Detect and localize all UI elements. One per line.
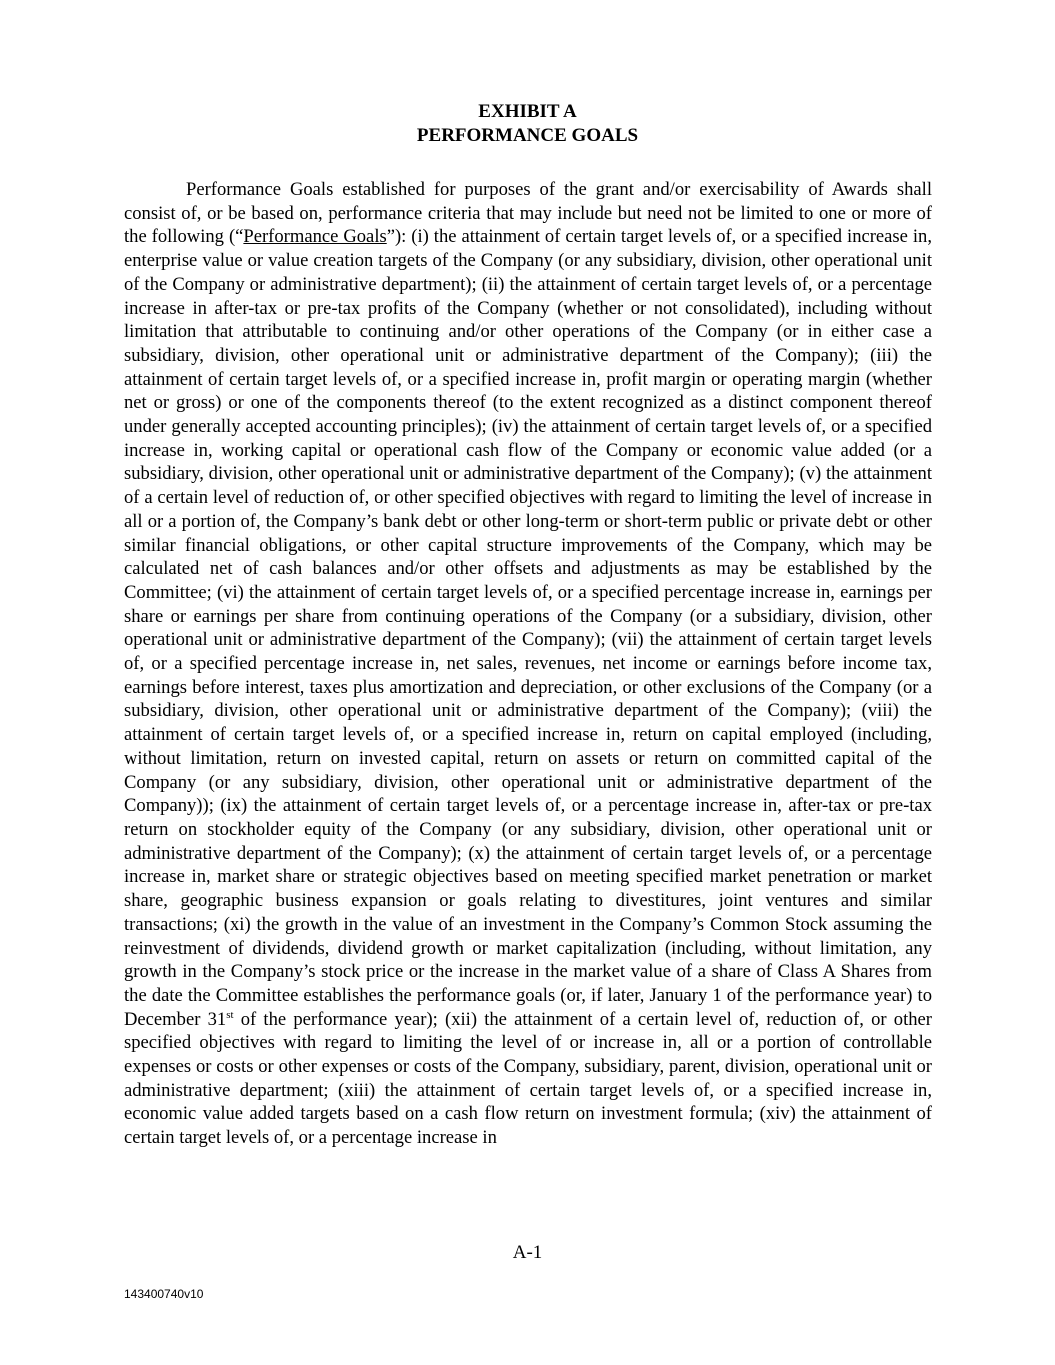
performance-goals-paragraph	[124, 178, 932, 1150]
exhibit-title: EXHIBIT A	[478, 101, 577, 122]
defined-term: Performance Goals	[243, 226, 387, 248]
paragraph-part-2: of the performance year); (xii) the attainment of a certain level of, reduction of, or other specified objectives with regard to limiting the level of or increase in, all or a portion of controllable expenses or costs or other expenses or costs of the Company, subsidiary, parent, division, operational unit or administrative department; (xiii) the attainment of certain target levels of, or a specified increase in, economic value added targets based on a cash flow return on investment formula; (xiv) the attainment of certain target levels of, or a percentage increase in	[124, 1008, 932, 1149]
ordinal-superscript: st	[226, 1008, 234, 1021]
page-number: A-1	[512, 1242, 543, 1263]
paragraph-part-1: ”): (i) the attainment of certain target levels of, or a specified increase in, enterprise value or value creation targets of the Company (or any subsidiary, division, other operational unit of the Company or administrative department); (ii) the attainment of certain target levels of, or a percentage increase in after-tax or pre-tax profits of the Company (whether or not consolidated), including without limitation that attributable to continuing and/or other operations of the Company (or in either case a subsidiary, division, other operational unit or administrative department of the Company); (iii) the attainment of certain target levels of, or a specified increase in, profit margin or operating margin (whether net or gross) or one of the components thereof (to the extent recognized as a distinct component thereof under generally accepted accounting principles); (iv) the attainment of certain target levels of, or a specified increase in, working capital or operational cash flow of the Company or economic value added (or a subsidiary, division, other operational unit or administrative department of the Company); (v) the attainment of a certain level of reduction of, or other specified objectives with regard to limiting the level of increase in all or a portion of, the Company’s bank debt or other long-term or short-term public or private debt or other similar financial obligations, or other capital structure improvements of the Company, which may be calculated net of cash balances and/or other offsets and adjustments as may be established by the Committee; (vi) the attainment of certain target levels of, or a specified percentage increase in, earnings per share or earnings per share from continuing operations of the Company (or a subsidiary, division, other operational unit or administrative department of the Company); (vii) the attainment of certain target levels of, or a specified percentage increase in, net sales, revenues, net income or earnings before income tax, earnings before interest, taxes plus amortization and depreciation, or other exclusions of the Company (or a subsidiary, division, other operational unit or administrative department of the Company); (viii) the attainment of certain target levels of, or a specified increase in, return on capital employed (including, without limitation, return on invested capital, return on assets or return on committed capital of the Company (or any subsidiary, division, other operational unit or administrative department of the Company)); (ix) the attainment of certain target levels of, or a percentage increase in, after-tax or pre-tax return on stockholder equity of the Company (or any subsidiary, division, other operational unit or administrative department of the Company); (x) the attainment of certain target levels of, or a percentage increase in, market share or strategic objectives based on meeting specified market penetration or market share, geographic business expansion or goals relating to divestitures, joint ventures and similar transactions; (xi) the growth in the value of an investment in the Company’s Common Stock assuming the reinvestment of dividends, dividend growth or market capitalization (including, without limitation, any growth in the Company’s stock price or the increase in the market value of a share of Class A Shares from the date the Committee establishes the performance goals (or, if later, January 1 of the performance year) to December 31	[124, 226, 932, 1030]
paragraph-lead-in: Performance Goals established for purposes of the grant and/or exercisability of Awards shall consist of, or be based on, performance criteria that may include but need not be limited to one or more of the following (“	[124, 179, 932, 248]
exhibit-subtitle: PERFORMANCE GOALS	[416, 125, 639, 146]
document-id: 143400740v10	[124, 1287, 204, 1301]
